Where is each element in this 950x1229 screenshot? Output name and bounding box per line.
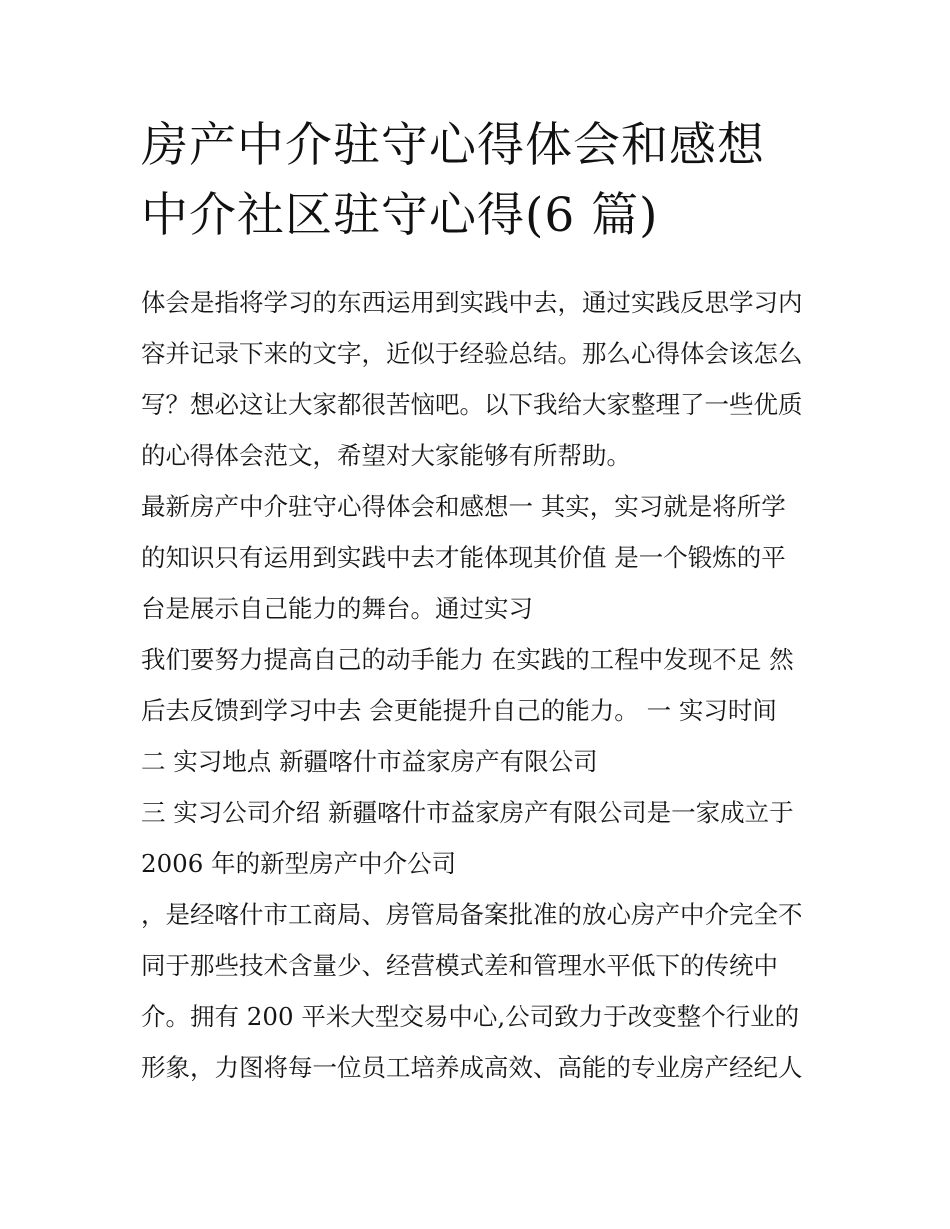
body-line-1: 体会是指将学习的东西运用到实践中去，通过实践反思学习内 <box>141 288 803 317</box>
document-body <box>141 277 813 1093</box>
body-line-7: 台是展示自己能力的舞台。通过实习 <box>141 594 533 623</box>
body-line-11: 三 实习公司介绍 新疆喀什市益家房产有限公司是一家成立于 <box>141 798 794 827</box>
body-line-10: 二 实习地点 新疆喀什市益家房产有限公司 <box>141 747 598 776</box>
title-line-1: 房产中介驻守心得体会和感想 <box>141 118 765 173</box>
body-line-5: 最新房产中介驻守心得体会和感想一 其实，实习就是将所学 <box>141 492 786 521</box>
body-line-2: 容并记录下来的文字，近似于经验总结。那么心得体会该怎么 <box>141 339 803 368</box>
document-title <box>141 111 813 251</box>
body-line-4: 的心得体会范文，希望对大家能够有所帮助。 <box>141 441 631 470</box>
body-line-9: 后去反馈到学习中去 会更能提升自己的能力。 一 实习时间 <box>141 696 777 725</box>
body-line-16: 形象，力图将每一位员工培养成高效、高能的专业房产经纪人 <box>141 1053 803 1082</box>
body-line-8: 我们要努力提高自己的动手能力 在实践的工程中发现不足 然 <box>141 645 794 674</box>
document-page <box>141 111 813 1093</box>
body-line-13: ，是经喀什市工商局、房管局备案批准的放心房产中介完全不 <box>141 900 803 929</box>
body-line-14: 同于那些技术含量少、经营模式差和管理水平低下的传统中 <box>141 951 778 980</box>
body-line-12: 2006 年的新型房产中介公司 <box>141 849 457 878</box>
body-line-3: 写？想必这让大家都很苦恼吧。以下我给大家整理了一些优质 <box>141 390 803 419</box>
body-line-6: 的知识只有运用到实践中去才能体现其价值 是一个锻炼的平 <box>141 543 786 572</box>
title-line-2: 中介社区驻守心得(6 篇) <box>141 188 659 243</box>
body-line-15: 介。拥有 200 平米大型交易中心,公司致力于改变整个行业的 <box>141 1002 800 1031</box>
